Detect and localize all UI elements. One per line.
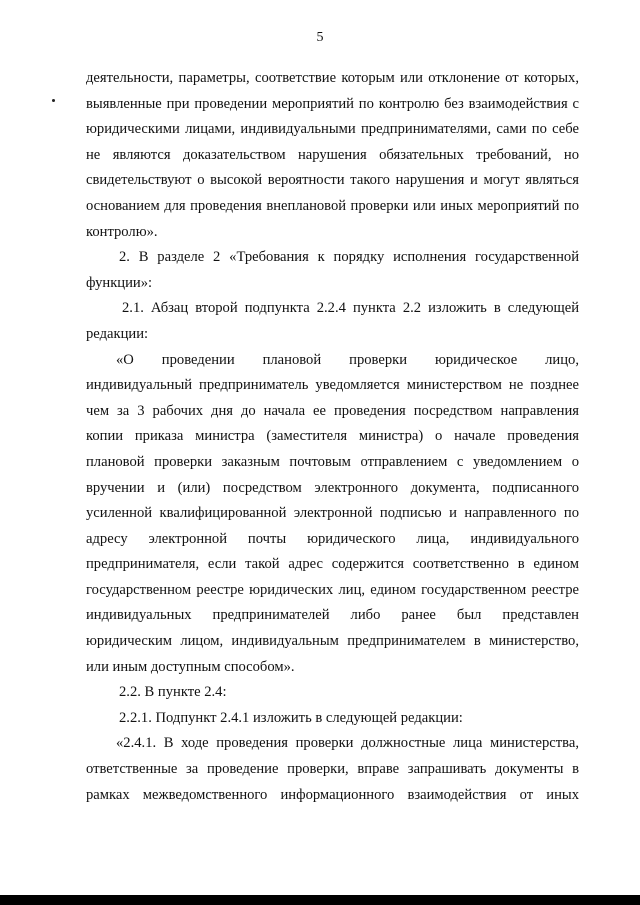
text-line: основанием для проведения внеплановой проверки или иных мероприятий по <box>86 197 579 214</box>
text-line: или иным доступным способом». <box>86 658 295 675</box>
text-line: адресу электронной почты юридического лица, индивидуального <box>86 530 579 547</box>
text-line: деятельности, параметры, соответствие которым или отклонение от которых, <box>86 70 579 86</box>
text-line: 2. В разделе 2 «Требования к порядку исполнения государственной <box>119 249 579 266</box>
text-line: усиленной квалифицированной электронной подписью и направленного по <box>86 505 579 522</box>
scan-bottom-border <box>0 895 640 905</box>
text-line: чем за 3 рабочих дня до начала ее проведения посредством направления <box>86 402 579 419</box>
text-line: свидетельствуют о высокой вероятности такого нарушения и могут являться <box>86 172 579 189</box>
text-line: плановой проверки заказным почтовым отправлением с уведомлением о <box>86 453 579 470</box>
text-line: 2.2. В пункте 2.4: <box>119 684 227 701</box>
text-line: функции»: <box>86 274 153 291</box>
text-line: юридическим лицом, индивидуальным предпринимателем в министерство, <box>86 633 579 650</box>
text-line: 2.1. Абзац второй подпункта 2.2.4 пункта 2.2 изложить в следующей <box>122 300 579 317</box>
text-line: копии приказа министра (заместителя министра) о начале проведения <box>86 428 579 445</box>
text-line: не являются доказательством нарушения обязательных требований, но <box>86 146 579 163</box>
document-body <box>86 66 579 808</box>
page-number: 5 <box>316 30 324 45</box>
text-line: контролю». <box>86 223 158 240</box>
text-line: индивидуальных предпринимателей либо ранее был представлен <box>86 607 579 624</box>
text-line: государственном реестре юридических лиц, едином государственном реестре <box>86 581 579 598</box>
text-line: выявленные при проведении мероприятий по контролю без взаимодействия с <box>86 95 579 112</box>
text-line: 2.2.1. Подпункт 2.4.1 изложить в следующей редакции: <box>119 709 463 726</box>
text-line: ответственные за проведение проверки, вправе запрашивать документы в <box>86 761 579 778</box>
text-line: вручении и (или) посредством электронного документа, подписанного <box>86 479 579 496</box>
text-line: индивидуальный предприниматель уведомляется министерством не позднее <box>86 377 579 394</box>
text-line: «О проведении плановой проверки юридическое лицо, <box>116 351 579 368</box>
text-line: «2.4.1. В ходе проведения проверки должностные лица министерства, <box>116 735 579 752</box>
scan-dot <box>52 99 55 102</box>
text-line: рамках межведомственного информационного взаимодействия от иных <box>86 786 579 803</box>
text-line: юридическими лицами, индивидуальными предпринимателями, сами по себе <box>86 121 579 138</box>
text-line: предпринимателя, если такой адрес содержится соответственно в едином <box>86 556 579 573</box>
text-line: редакции: <box>86 325 149 342</box>
